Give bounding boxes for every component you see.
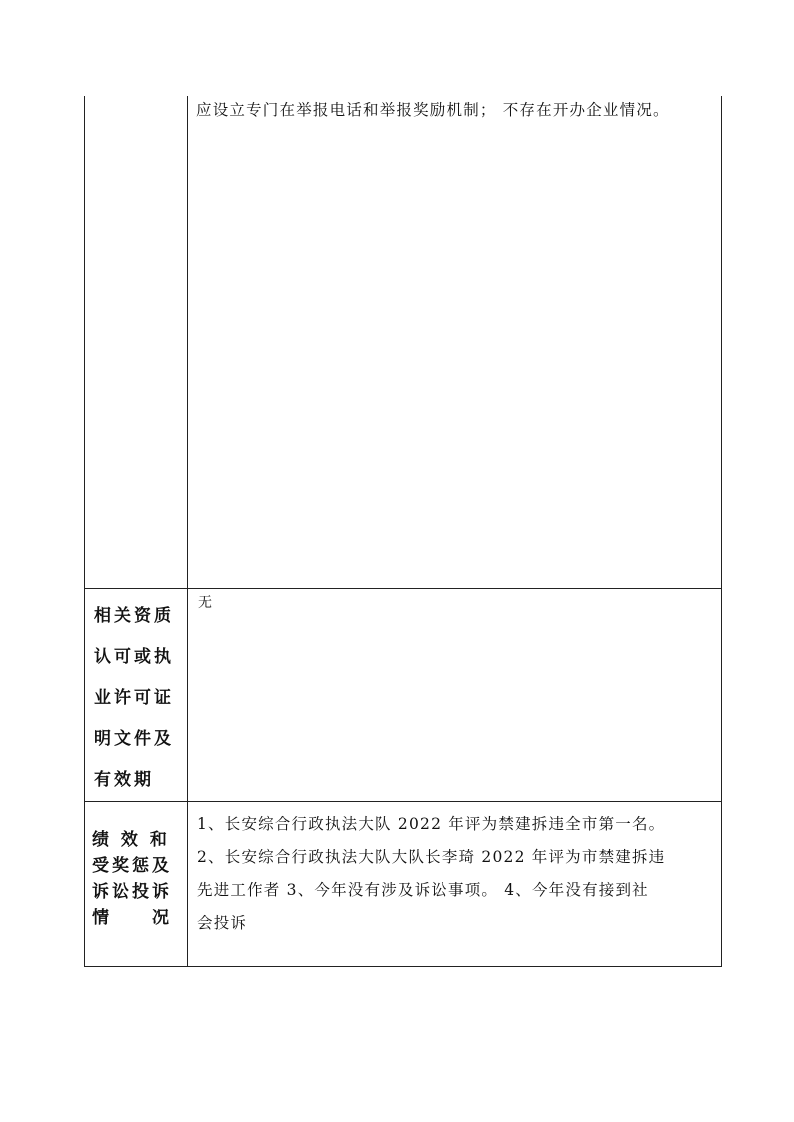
performance-text-line: 会投诉	[197, 914, 248, 932]
performance-text-line: 1、长安综合行政执法大队 2022 年评为禁建拆违全市第一名。	[197, 815, 666, 833]
qualifications-label-line: 有效期	[94, 770, 154, 790]
performance-label-line: 受奖惩及	[92, 856, 172, 876]
content-cell-qualifications	[188, 589, 721, 801]
label-cell-empty	[85, 96, 188, 588]
content-cell-measures	[188, 96, 721, 588]
measures-text: 应设立专门在举报电话和举报奖励机制； 不存在开办企业情况。	[196, 101, 670, 119]
performance-label-line: 情 况	[92, 908, 172, 928]
performance-text-line: 先进工作者 3、今年没有涉及诉讼事项。 4、今年没有接到社	[197, 881, 649, 899]
qualifications-label-line: 明文件及	[94, 729, 174, 749]
label-cell-qualifications	[85, 589, 188, 801]
label-cell-performance	[85, 802, 188, 966]
table-row-measures	[85, 96, 721, 588]
qualifications-label-line: 相关资质	[94, 606, 174, 626]
performance-label-line: 诉讼投诉	[92, 882, 172, 902]
performance-label-line: 绩 效 和	[92, 830, 170, 850]
qualifications-label-line: 业许可证	[94, 688, 174, 708]
table-row-qualifications	[85, 588, 721, 801]
content-cell-performance	[188, 802, 721, 966]
info-table	[84, 96, 722, 967]
qualifications-value: 无	[198, 595, 214, 611]
table-row-performance	[85, 801, 721, 966]
performance-text-line: 2、长安综合行政执法大队大队长李琦 2022 年评为市禁建拆违	[197, 848, 666, 866]
qualifications-label-line: 认可或执	[94, 647, 174, 667]
